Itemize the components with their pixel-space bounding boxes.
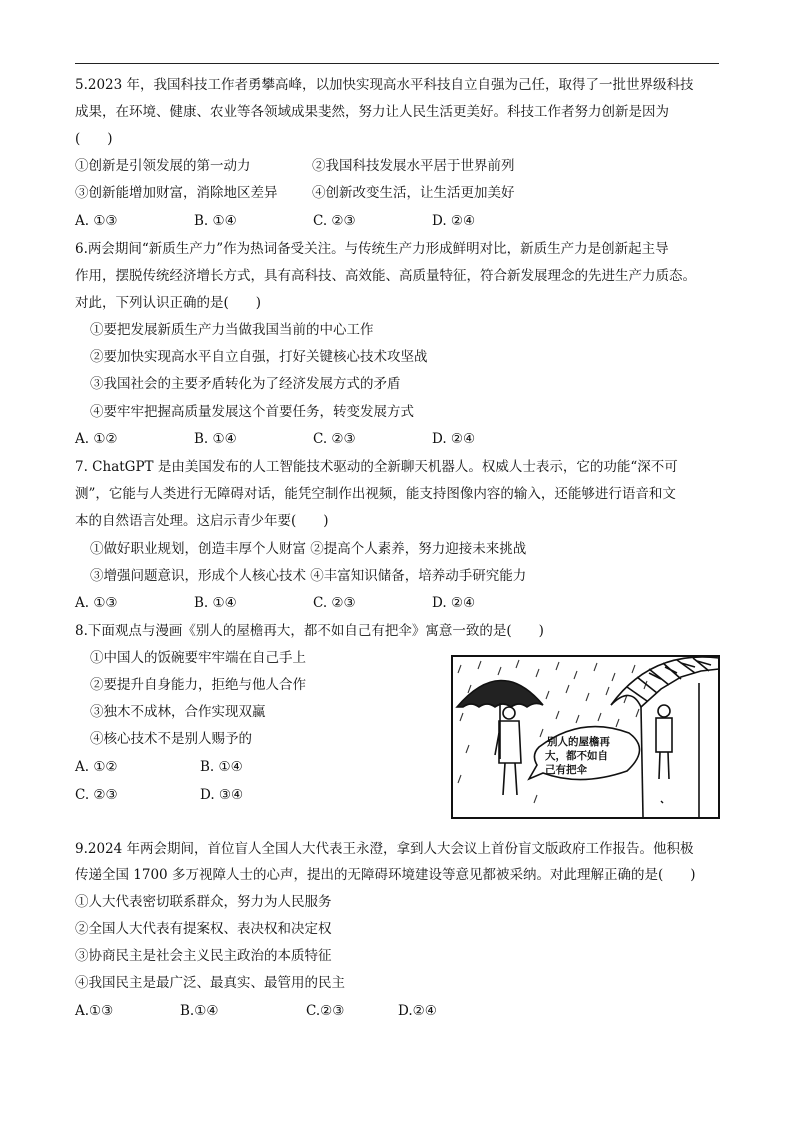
q7-stem-line-3: 本的自然语言处理。这启示青少年要( ) <box>75 513 329 529</box>
q5-answer-b: B. ①④ <box>194 213 237 229</box>
q9-stem-line-2: 传递全国 1700 多万视障人士的心声，提出的无障碍环境建设等意见都被采纳。对此理解正确的是( ) <box>75 867 696 883</box>
q9-option-1: ①人大代表密切联系群众，努力为人民服务 <box>75 894 332 910</box>
q6-answer-c: C. ②③ <box>313 431 356 447</box>
q8-answer-a: A. ①② <box>75 759 118 775</box>
q9-answer-d: D.②④ <box>398 1003 437 1019</box>
q6-answer-b: B. ①④ <box>194 431 237 447</box>
q6-answer-a: A. ①② <box>75 431 118 447</box>
q6-option-4: ④要牢牢把握高质量发展这个首要任务，转变发展方式 <box>90 404 414 420</box>
q5-answer-d: D. ②④ <box>432 213 476 229</box>
header-rule <box>75 63 719 64</box>
q5-stem-line-1: 5.2023 年，我国科技工作者勇攀高峰，以加快实现高水平科技自立自强为己任，取得了一批世界级科技 <box>75 77 694 93</box>
q8-option-4: ④核心技术不是别人赐予的 <box>90 731 252 747</box>
q8-option-3: ③独木不成林，合作实现双赢 <box>90 704 266 720</box>
q7-option-row-2: ③增强问题意识，形成个人核心技术 ④丰富知识储备，培养动手研究能力 <box>90 568 527 584</box>
q6-stem-line-1: 6.两会期间“新质生产力”作为热词备受关注。与传统生产力形成鲜明对比，新质生产力是创新起主导 <box>75 241 669 257</box>
q9-stem-line-1: 9.2024 年两会期间，首位盲人全国人大代表王永澄，拿到人大会议上首份盲文版政府工作报告。他积极 <box>75 841 694 857</box>
q5-stem-line-3: ( ) <box>75 131 113 147</box>
q8-stem-line-1: 8.下面观点与漫画《别人的屋檐再大，都不如自己有把伞》寓意一致的是( ) <box>75 623 544 639</box>
q7-stem-line-2: 测”，它能与人类进行无障碍对话，能凭空制作出视频，能支持图像内容的输入，还能够进行语音和文 <box>75 486 676 502</box>
q9-answer-b: B.①④ <box>180 1003 219 1019</box>
q8-option-1: ①中国人的饭碗要牢牢端在自己手上 <box>90 650 306 666</box>
q5-option-4: ④创新改变生活，让生活更加美好 <box>312 185 515 201</box>
q6-answer-d: D. ②④ <box>432 431 476 447</box>
q5-option-1: ①创新是引领发展的第一动力 <box>75 158 251 174</box>
q7-stem-line-1: 7. ChatGPT 是由美国发布的人工智能技术驱动的全新聊天机器人。权威人士表示，它的功能“深不可 <box>75 459 678 475</box>
q6-option-1: ①要把发展新质生产力当做我国当前的中心工作 <box>90 322 374 338</box>
q8-answer-d: D. ③④ <box>200 787 244 803</box>
q9-answer-c: C.②③ <box>306 1003 345 1019</box>
q5-option-3: ③创新能增加财富，消除地区差异 <box>75 185 278 201</box>
q8-option-2: ②要提升自身能力，拒绝与他人合作 <box>90 677 306 693</box>
q7-answer-a: A. ①③ <box>75 595 118 611</box>
q6-option-2: ②要加快实现高水平自立自强，打好关键核心技术攻坚战 <box>90 349 428 365</box>
q5-answer-c: C. ②③ <box>313 213 356 229</box>
cartoon-umbrella-illustration <box>451 655 720 819</box>
q9-option-3: ③协商民主是社会主义民主政治的本质特征 <box>75 948 332 964</box>
q7-answer-c: C. ②③ <box>313 595 356 611</box>
q7-option-row-1: ①做好职业规划，创造丰厚个人财富 ②提高个人素养，努力迎接未来挑战 <box>90 541 527 557</box>
q5-option-2: ②我国科技发展水平居于世界前列 <box>312 158 515 174</box>
q9-answer-a: A.①③ <box>75 1003 114 1019</box>
bubble-text-line-1: 别人的屋檐再 <box>547 736 610 748</box>
bubble-text-line-2: 大，都不如自 <box>545 750 608 762</box>
bubble-text-line-3: 己有把伞 <box>545 764 587 776</box>
q7-answer-b: B. ①④ <box>194 595 237 611</box>
q8-answer-c: C. ②③ <box>75 787 118 803</box>
q6-stem-line-2: 作用，摆脱传统经济增长方式，具有高科技、高效能、高质量特征，符合新发展理念的先进生产力质态。 <box>75 268 696 284</box>
q6-stem-line-3: 对此，下列认识正确的是( ) <box>75 295 262 311</box>
q9-option-2: ②全国人大代表有提案权、表决权和决定权 <box>75 921 332 937</box>
q6-option-3: ③我国社会的主要矛盾转化为了经济发展方式的矛盾 <box>90 376 401 392</box>
q9-option-4: ④我国民主是最广泛、最真实、最管用的民主 <box>75 975 345 991</box>
q8-answer-b: B. ①④ <box>200 759 243 775</box>
q7-answer-d: D. ②④ <box>432 595 476 611</box>
q5-answer-a: A. ①③ <box>75 213 118 229</box>
q5-stem-line-2: 成果，在环境、健康、农业等各领域成果斐然，努力让人民生活更美好。科技工作者努力创新是因为 <box>75 104 669 120</box>
